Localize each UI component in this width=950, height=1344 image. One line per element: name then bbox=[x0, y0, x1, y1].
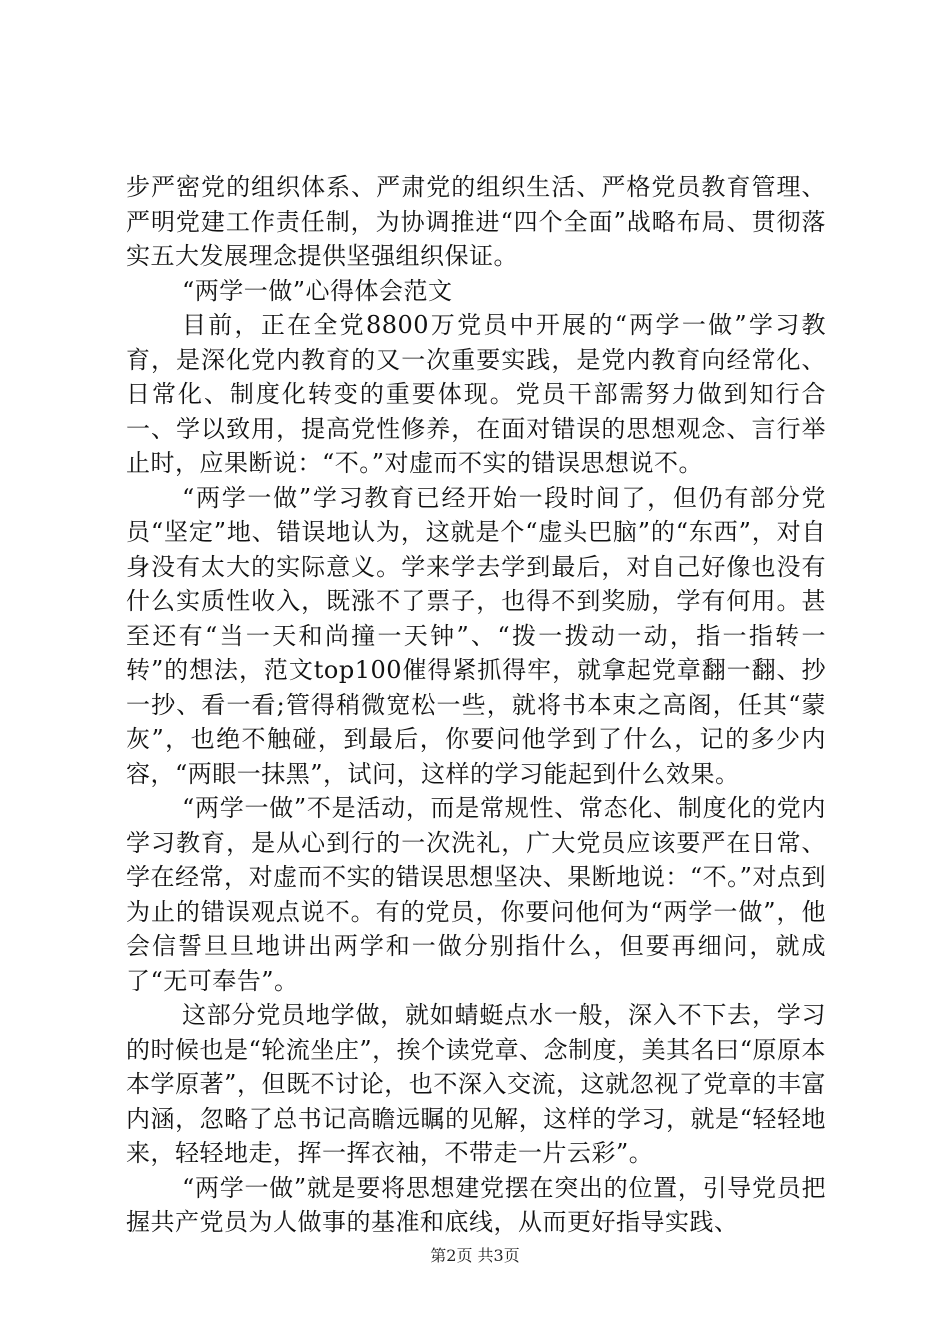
paragraph: “两学一做”学习教育已经开始一段时间了，但仍有部分党员“坚定”地、错误地认为，这就是个“虚头巴脑”的“东西”，对自身没有太大的实际意义。学来学去学到最后，对自己好像也没有什么实质性收入，既涨不了票子，也得不到奖励，学有何用。甚至还有“当一天和尚撞一天钟”、“拨一拨动一动，指一指转一转”的想法，范文top100催得紧抓得牢，就拿起党章翻一翻、抄一抄、看一看;管得稍微宽松一些，就将书本束之高阁，任其“蒙灰”，也绝不触碰，到最后，你要问他学到了什么，记的多少内容，“两眼一抹黑”，试问，这样的学习能起到什么效果。 bbox=[126, 483, 826, 788]
document-body bbox=[126, 170, 826, 1240]
paragraph-continuation: 步严密党的组织体系、严肃党的组织生活、严格党员教育管理、严明党建工作责任制，为协调推进“四个全面”战略布局、贯彻落实五大发展理念提供坚强组织保证。 bbox=[126, 173, 826, 270]
paragraph: 这部分党员地学做，就如蜻蜓点水一般，深入不下去，学习的时候也是“轮流坐庄”，挨个读党章、念制度，美其名曰“原原本本学原著”，但既不讨论，也不深入交流，这就忽视了党章的丰富内涵，忽略了总书记高瞻远瞩的见解，这样的学习，就是“轻轻地来，轻轻地走，挥一挥衣袖，不带走一片云彩”。 bbox=[126, 1001, 826, 1167]
paragraph: “两学一做”不是活动，而是常规性、常态化、制度化的党内学习教育，是从心到行的一次洗礼，广大党员应该要严在日常、学在经常，对虚而不实的错误思想坚决、果断地说：“不。”对点到为止的错误观点说不。有的党员，你要问他何为“两学一做”，他会信誓旦旦地讲出两学和一做分别指什么，但要再细问，就成了“无可奉告”。 bbox=[126, 794, 826, 995]
page-footer: 第2页 共3页 bbox=[430, 1246, 520, 1265]
paragraph: 目前，正在全党8800万党员中开展的“两学一做”学习教育，是深化党内教育的又一次重要实践，是党内教育向经常化、日常化、制度化转变的重要体现。党员干部需努力做到知行合一、学以致用，提高党性修养，在面对错误的思想观念、言行举止时，应果断说：“不。”对虚而不实的错误思想说不。 bbox=[126, 311, 826, 477]
paragraph-heading: “两学一做”心得体会范文 bbox=[182, 276, 453, 305]
paragraph: “两学一做”就是要将思想建党摆在突出的位置，引导党员把握共产党员为人做事的基准和底线，从而更好指导实践、 bbox=[126, 1173, 826, 1236]
